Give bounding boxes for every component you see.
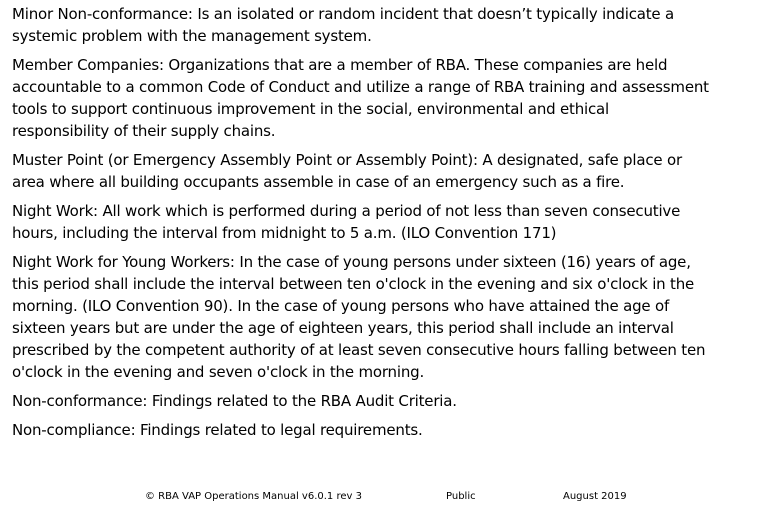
footer-date: August 2019	[563, 491, 627, 502]
definition-noncompliance: Non-compliance: Findings related to legal requirements.	[12, 421, 423, 439]
footer-copyright: © RBA VAP Operations Manual v6.0.1 rev 3	[145, 491, 362, 502]
definition-nonconformance: Non-conformance: Findings related to the RBA Audit Criteria.	[12, 392, 457, 410]
definition-night-work: Night Work: All work which is performed during a period of not less than seven consecutive hours, including the interval from midnight to 5 a.m. (ILO Convention 171)	[12, 202, 681, 242]
definition-night-work-young-workers: Night Work for Young Workers: In the case of young persons under sixteen (16) years of age, this period shall include the interval between ten o'clock in the evening and six o'clock in the morning. (ILO Convention 90). In the case of young persons who have attained the age of sixteen years but are under the age of eighteen years, this period shall include an interval prescribed by the competent authority of at least seven consecutive hours falling between ten o'clock in the evening and seven o'clock in the morning.	[12, 253, 706, 381]
definition-member-companies: Member Companies: Organizations that are a member of RBA. These companies are held accountable to a common Code of Conduct and utilize a range of RBA training and assessment tools to support continuous improvement in the social, environmental and ethical responsibility of their supply chains.	[12, 56, 709, 140]
page-footer	[0, 489, 768, 507]
definition-muster-point: Muster Point (or Emergency Assembly Point or Assembly Point): A designated, safe place or area where all building occupants assemble in case of an emergency such as a fire.	[12, 151, 682, 191]
definitions-list	[12, 3, 760, 448]
footer-classification: Public	[446, 491, 476, 502]
definition-minor-nonconformance: Minor Non-conformance: Is an isolated or random incident that doesn’t typically indicate a systemic problem with the management system.	[12, 5, 675, 45]
